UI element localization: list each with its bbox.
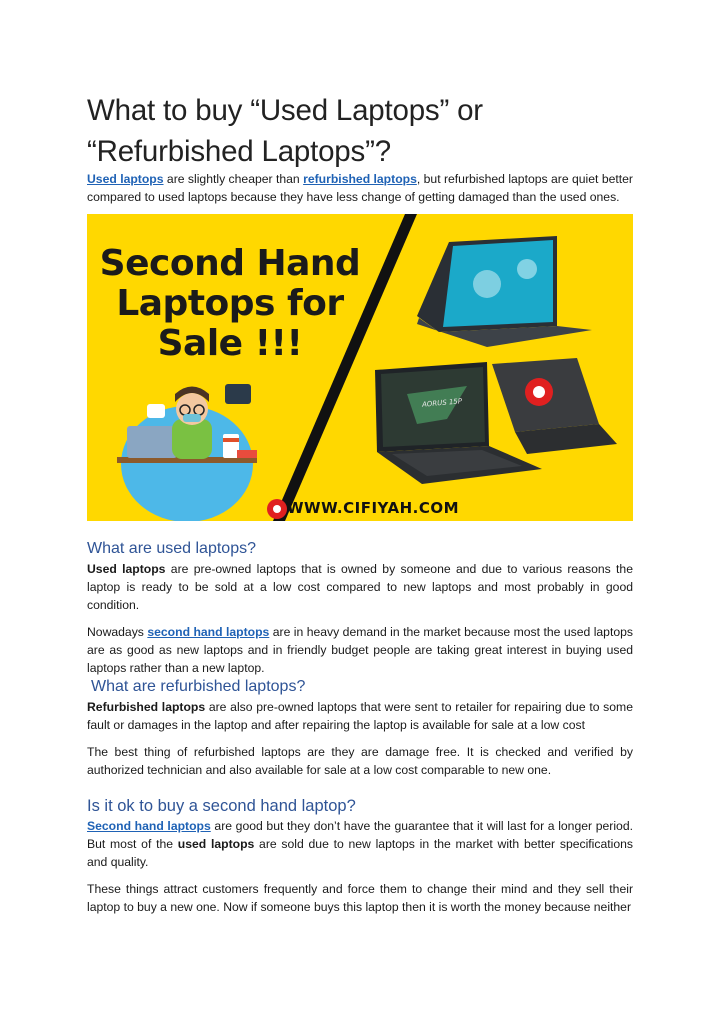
paragraph-text: are sold due to new laptops in the market with better specifications and quality. bbox=[87, 837, 634, 869]
paragraph-text: are pre-owned laptops that is owned by someone and due to various reasons the laptop is ready to be sold at a low cost compared to new laptops and most probably in good condition. bbox=[87, 562, 633, 612]
intro-paragraph-block bbox=[87, 170, 633, 206]
promo-banner-image bbox=[87, 214, 633, 521]
section-second-hand-ok bbox=[87, 795, 633, 916]
paragraph bbox=[87, 560, 633, 614]
intro-text-1: are slightly cheaper than bbox=[163, 172, 304, 186]
intro-paragraph bbox=[87, 170, 633, 206]
paragraph: The best thing of refurbished laptops are they are damage free. It is checked and verified by authorized technician and also available for sale at a low cost comparable to new one. bbox=[87, 745, 633, 777]
page-title: What to buy “Used Laptops” or “Refurbished Laptops”? bbox=[87, 94, 483, 168]
laptop-brand-label: AORUS 15P bbox=[421, 397, 463, 409]
paragraph-text: are also pre-owned laptops that were sent to retailer for repairing due to some fault or damages in the laptop and after repairing the laptop is available for sale at a low cost bbox=[87, 700, 633, 732]
used-laptops-link[interactable]: Used laptops bbox=[87, 172, 164, 186]
section-heading: What are refurbished laptops? bbox=[91, 678, 306, 695]
paragraph bbox=[87, 623, 633, 677]
refurbished-laptops-link[interactable]: refurbished laptops bbox=[303, 172, 417, 186]
paragraph: These things attract customers frequently and force them to change their mind and they sell their laptop to buy a new one. Now if someone buys this laptop then it is worth the money because neither bbox=[87, 882, 633, 914]
banner-headline: Second Hand Laptops for Sale !!! bbox=[99, 243, 361, 364]
second-hand-laptops-link[interactable]: Second hand laptops bbox=[87, 819, 211, 833]
bold-term: Refurbished laptops bbox=[87, 700, 206, 714]
paragraph bbox=[87, 817, 633, 871]
paragraph-text: Nowadays bbox=[87, 625, 148, 639]
bold-term: Used laptops bbox=[87, 562, 166, 576]
banner-url: WWW.CIFIYAH.COM bbox=[287, 499, 460, 517]
section-used-laptops bbox=[87, 538, 633, 677]
second-hand-laptops-link[interactable]: second hand laptops bbox=[147, 625, 270, 639]
section-refurbished-laptops bbox=[87, 676, 633, 779]
paragraph-text: are good but they don’t have the guarantee that it will last for a longer period. But most of the bbox=[87, 819, 633, 851]
bold-term: used laptops bbox=[177, 837, 255, 851]
section-heading: What are used laptops? bbox=[87, 540, 256, 557]
teal-laptop-illustration bbox=[417, 236, 592, 347]
paragraph-text: are in heavy demand in the market because most the used laptops are as good as new laptops and in friendly budget people are taking great interest in buying used laptops rather than a new laptop. bbox=[87, 625, 633, 675]
intro-text-2: , but refurbished laptops are quiet better compared to used laptops because they have less change of getting damaged than the used ones. bbox=[87, 172, 633, 204]
paragraph bbox=[87, 698, 633, 734]
section-heading: Is it ok to buy a second hand laptop? bbox=[87, 797, 356, 815]
person-illustration bbox=[117, 384, 257, 521]
grey-laptop-illustration bbox=[492, 358, 617, 454]
